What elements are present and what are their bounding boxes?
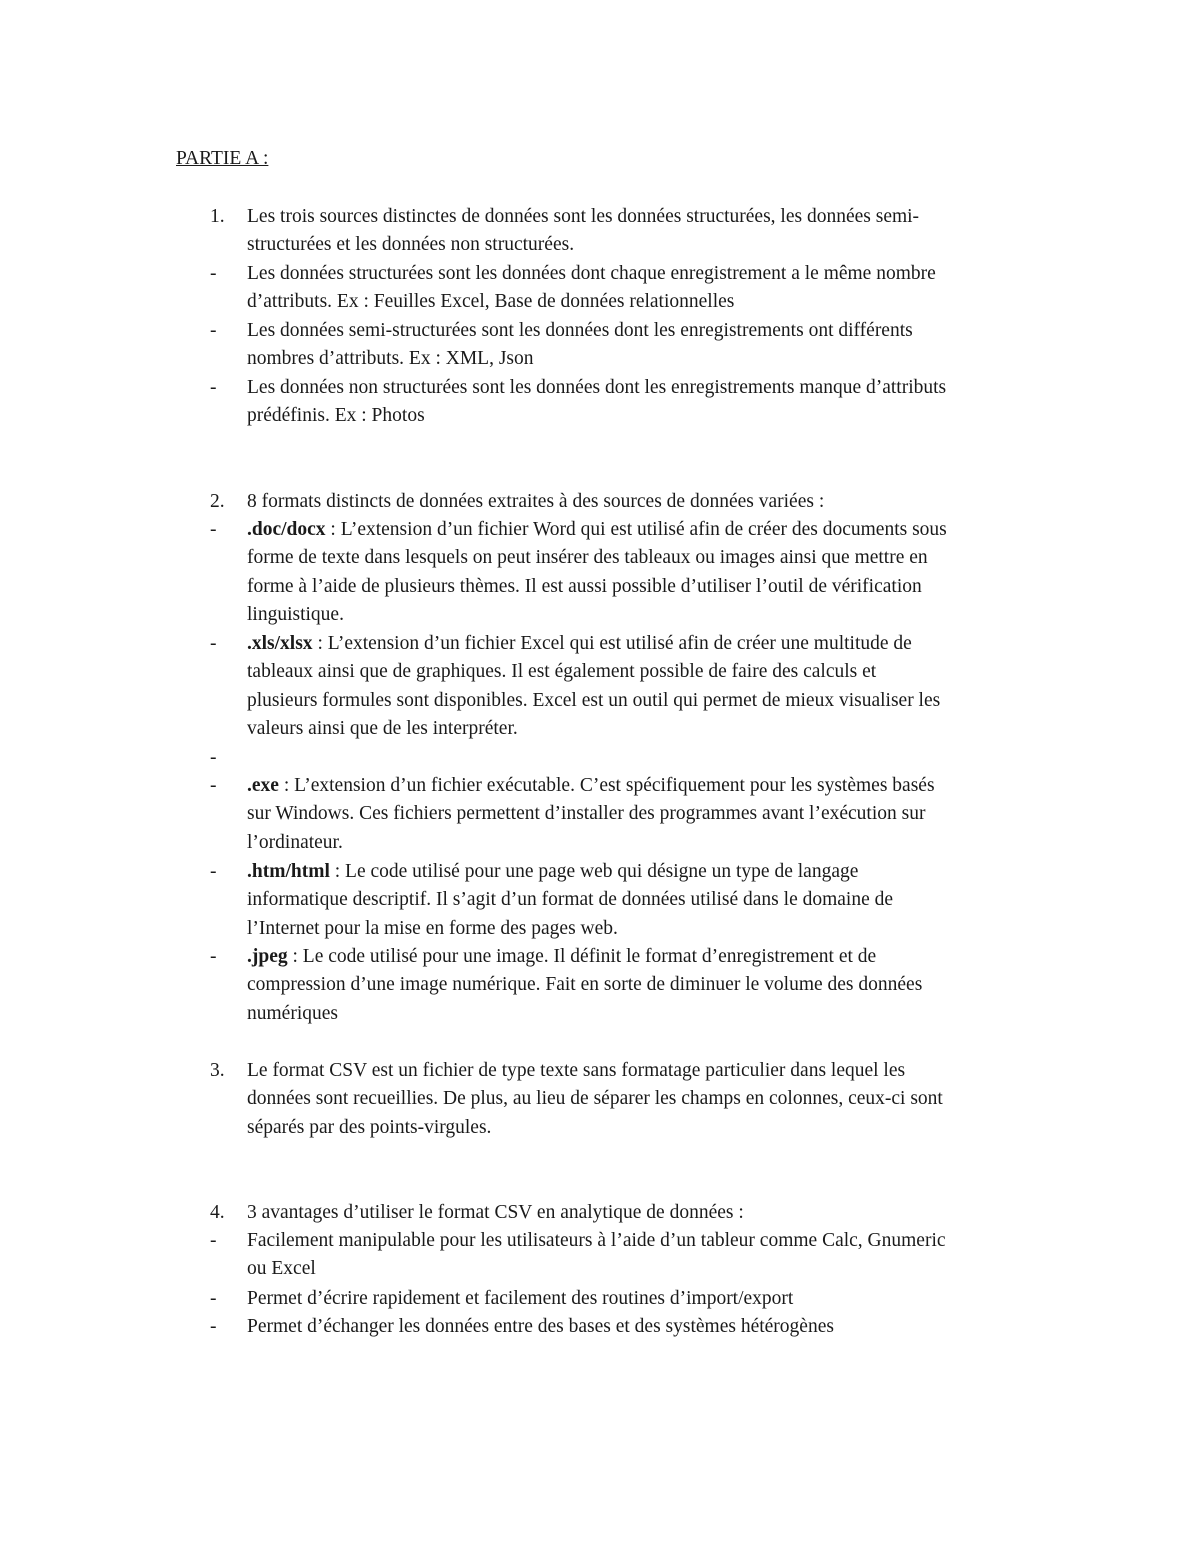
text-line: 3 avantages d’utiliser le format CSV en analytique de données : bbox=[247, 1202, 744, 1223]
text-line: Les données semi-structurées sont les données dont les enregistrements ont différents bbox=[247, 320, 913, 341]
format-description: : Le code utilisé pour une image. Il définit le format d’enregistrement et de bbox=[287, 946, 877, 967]
bullet-text bbox=[247, 1227, 1037, 1284]
bullet-dash: - bbox=[210, 747, 217, 768]
bullet-dash: - bbox=[210, 1288, 217, 1309]
bullet-dash: - bbox=[210, 263, 217, 284]
format-term: .htm/html bbox=[247, 861, 330, 882]
text-line: structurées et les données non structurées. bbox=[247, 234, 575, 256]
format-term: .jpeg bbox=[247, 946, 288, 967]
bullet-text bbox=[247, 630, 1037, 744]
text-line bbox=[247, 943, 1037, 971]
bullet-dash: - bbox=[210, 1316, 217, 1337]
bullet-dash: - bbox=[210, 633, 217, 654]
format-description: : L’extension d’un fichier exécutable. C’est spécifiquement pour les systèmes basés bbox=[278, 775, 935, 796]
bullet-dash: - bbox=[210, 377, 217, 398]
text-line: forme à l’aide de plusieurs thèmes. Il est aussi possible d’utiliser l’outil de vérification bbox=[247, 575, 922, 597]
section-title: PARTIE A : bbox=[176, 148, 269, 169]
bullet-text bbox=[247, 943, 1037, 1028]
text-line: plusieurs formules sont disponibles. Excel est un outil qui permet de mieux visualiser les bbox=[247, 689, 941, 711]
text-line: tableaux ainsi que de graphiques. Il est également possible de faire des calculs et bbox=[247, 661, 877, 683]
list-item-text bbox=[247, 1199, 1037, 1227]
text-line: informatique descriptif. Il s’agit d’un format de données utilisé dans le domaine de bbox=[247, 889, 894, 911]
format-description: : L’extension d’un fichier Excel qui est utilisé afin de créer une multitude de bbox=[312, 633, 912, 654]
bullet-dash: - bbox=[210, 861, 217, 882]
bullet-text bbox=[247, 260, 1037, 317]
text-line: Les données non structurées sont les données dont les enregistrements manque d’attributs bbox=[247, 377, 947, 398]
bullet-dash: - bbox=[210, 775, 217, 796]
list-number: 1. bbox=[210, 206, 225, 227]
text-line: l’Internet pour la mise en forme des pages web. bbox=[247, 917, 618, 939]
bullet-text bbox=[247, 317, 1037, 374]
text-line: Les trois sources distinctes de données sont les données structurées, les données semi- bbox=[247, 206, 920, 227]
list-number: 4. bbox=[210, 1202, 225, 1223]
text-line: Permet d’écrire rapidement et facilement des routines d’import/export bbox=[247, 1288, 794, 1309]
list-number: 3. bbox=[210, 1060, 225, 1081]
text-line bbox=[247, 516, 1037, 544]
format-term: .exe bbox=[247, 775, 279, 796]
text-line bbox=[247, 772, 1037, 800]
bullet-text bbox=[247, 374, 1037, 431]
bullet-text bbox=[247, 1313, 1037, 1341]
text-line: données sont recueillies. De plus, au lieu de séparer les champs en colonnes, ceux-ci sont bbox=[247, 1088, 943, 1110]
list-number: 2. bbox=[210, 491, 225, 512]
bullet-text bbox=[247, 772, 1037, 857]
format-description: : Le code utilisé pour une page web qui désigne un type de langage bbox=[329, 861, 859, 882]
bullet-text bbox=[247, 1285, 1037, 1313]
list-item-text bbox=[247, 1057, 1037, 1142]
text-line bbox=[247, 858, 1037, 886]
text-line: linguistique. bbox=[247, 604, 344, 626]
text-line: d’attributs. Ex : Feuilles Excel, Base de données relationnelles bbox=[247, 291, 735, 313]
text-line: Permet d’échanger les données entre des bases et des systèmes hétérogènes bbox=[247, 1316, 834, 1337]
bullet-dash: - bbox=[210, 1230, 217, 1251]
text-line: 8 formats distincts de données extraites à des sources de données variées : bbox=[247, 491, 825, 512]
text-line: ou Excel bbox=[247, 1258, 316, 1280]
bullet-dash: - bbox=[210, 946, 217, 967]
bullet-dash: - bbox=[210, 320, 217, 341]
text-line: valeurs ainsi que de les interpréter. bbox=[247, 718, 518, 740]
bullet-text bbox=[247, 858, 1037, 943]
format-description: : L’extension d’un fichier Word qui est utilisé afin de créer des documents sous bbox=[325, 519, 947, 540]
text-line: Les données structurées sont les données dont chaque enregistrement a le même nombre bbox=[247, 263, 936, 284]
text-line: séparés par des points-virgules. bbox=[247, 1116, 492, 1138]
text-line: sur Windows. Ces fichiers permettent d’installer des programmes avant l’exécution sur bbox=[247, 803, 926, 825]
bullet-text bbox=[247, 516, 1037, 630]
format-term: .xls/xlsx bbox=[247, 633, 313, 654]
format-term: .doc/docx bbox=[247, 519, 326, 540]
text-line: compression d’une image numérique. Fait en sorte de diminuer le volume des données bbox=[247, 974, 923, 996]
text-line: nombres d’attributs. Ex : XML, Json bbox=[247, 348, 534, 370]
text-line: prédéfinis. Ex : Photos bbox=[247, 405, 425, 427]
text-line bbox=[247, 630, 1037, 658]
bullet-dash: - bbox=[210, 519, 217, 540]
text-line: Le format CSV est un fichier de type texte sans formatage particulier dans lequel les bbox=[247, 1060, 906, 1081]
list-item-text bbox=[247, 203, 1037, 260]
list-item-text bbox=[247, 488, 1037, 516]
text-line: l’ordinateur. bbox=[247, 831, 343, 853]
text-line: numériques bbox=[247, 1002, 338, 1024]
text-line: forme de texte dans lesquels on peut insérer des tableaux ou images ainsi que mettre en bbox=[247, 547, 928, 569]
text-line: Facilement manipulable pour les utilisateurs à l’aide d’un tableur comme Calc, Gnumeric bbox=[247, 1230, 946, 1251]
